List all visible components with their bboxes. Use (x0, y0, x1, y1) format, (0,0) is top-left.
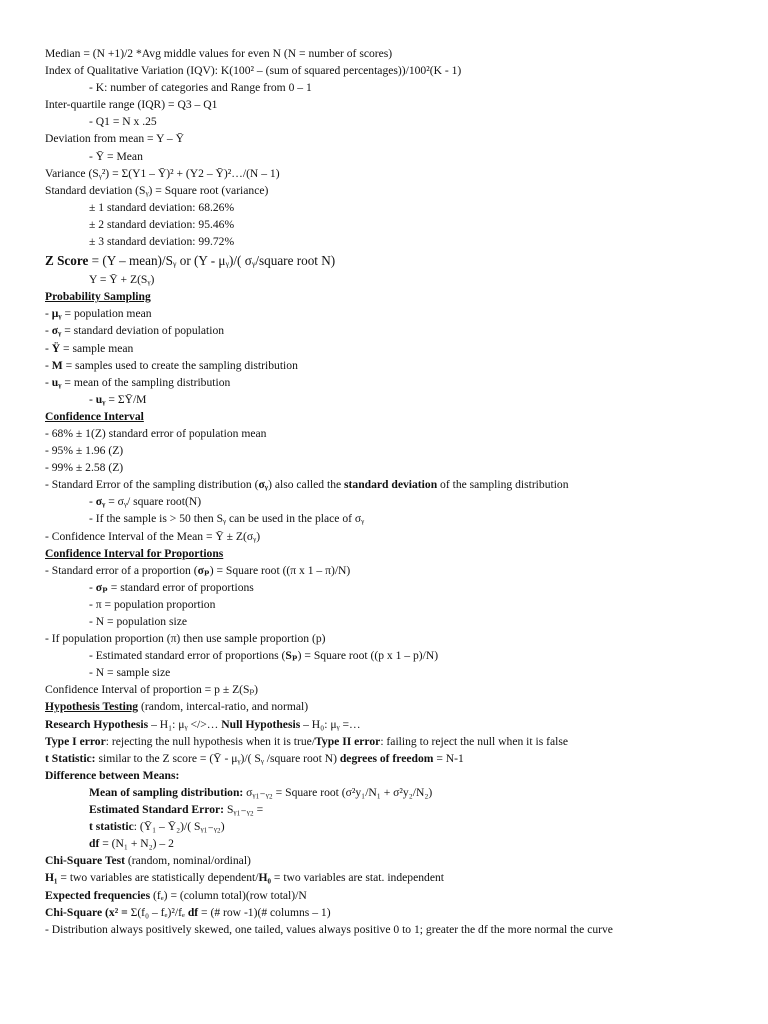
ps-text: = mean of the sampling distribution (61, 375, 231, 389)
deviation-line: Deviation from mean = Y – Ȳ (45, 132, 184, 146)
zscore-line2: Y = Ȳ + Z(Sᵧ) (89, 273, 155, 287)
chi-formula (45, 904, 745, 921)
ps-item-u: - uᵧ = mean of the sampling distribution (45, 375, 231, 389)
ci-standard-error (45, 476, 745, 493)
ci-text: = σᵧ/ square root(N) (105, 495, 202, 509)
ps-sym: uᵧ (51, 375, 62, 389)
cip-text: = standard error of proportions (107, 580, 254, 594)
cip-text: ) = Square root ((p x 1 – p)/N) (297, 649, 439, 663)
cip-sym: σₚ (197, 563, 210, 577)
zscore-label: Z Score (45, 253, 89, 269)
dm-text: σᵧ₁₋ᵧ₂ = Square root (σ²y₁/N₁ + σ²y₂/N₂) (243, 785, 433, 799)
type1-text: : rejecting the null hypothesis when it is true/ (105, 734, 316, 748)
confidence-interval-heading: Confidence Interval (45, 409, 144, 423)
chi-distribution: - Distribution always positively skewed, one tailed, values always positive 0 to 1; greater the df the more normal the curve (45, 922, 613, 936)
h0-text: = two variables are stat. independent (271, 871, 444, 885)
type1-label: Type I error (45, 734, 106, 748)
ci-68: - 68% ± 1(Z) standard error of population mean (45, 426, 267, 440)
sd1-line: ± 1 standard deviation: 68.26% (89, 200, 235, 214)
chi-hypotheses (45, 869, 745, 886)
chi-square-heading-line (45, 852, 745, 869)
dm-item (45, 818, 745, 835)
cip-if-note: - If population proportion (π) then use sample proportion (p) (45, 632, 326, 646)
dm-label: Estimated Standard Error: (89, 803, 225, 817)
ps-text: = ΣȲ/M (105, 392, 147, 406)
ps-sym: μᵧ (51, 307, 62, 321)
ci-99: - 99% ± 2.58 (Z) (45, 461, 124, 475)
median-line: Median = (N +1)/2 *Avg middle values for even N (N = number of scores) (45, 47, 393, 60)
chisq-label: Chi-Square (45, 905, 103, 919)
ps-text: = population mean (61, 307, 152, 321)
iqr-line: Inter-quartile range (IQR) = Q3 – Q1 (45, 98, 218, 112)
std-dev-line: Standard deviation (Sᵧ) = Square root (variance) (45, 183, 269, 197)
ci-text: - (89, 495, 96, 509)
hypothesis-heading: Hypothesis Testing (45, 700, 139, 714)
mean-note: - Ȳ = Mean (89, 149, 143, 163)
dm-text: : (Ȳ₁ – Ȳ₂)/( Sᵧ₁₋ᵧ₂) (133, 820, 225, 834)
chisq-text: Σ(f₀ – fₑ)²/fₑ (130, 905, 188, 919)
sd2-line: ± 2 standard deviation: 95.46% (89, 217, 235, 231)
cip-sym: σₚ (95, 580, 108, 594)
hypothesis-tail: (random, intercal-ratio, and normal) (138, 700, 309, 714)
expected-text: (fₑ) = (column total)(row total)/N (150, 888, 307, 902)
null-label: Null Hypothesis (221, 717, 301, 731)
tstat-label: t Statistic: (45, 751, 96, 765)
cip-text: ) = Square root ((π x 1 – π)/N) (209, 563, 351, 577)
h1-text: = two variables are statistically dependent/ (57, 871, 259, 885)
research-text: – H₁: μᵧ </>… (148, 717, 222, 731)
ps-item-mu: - μᵧ = population mean (45, 307, 152, 321)
ps-text: = standard deviation of population (61, 324, 225, 338)
dm-item (45, 801, 745, 818)
zscore-formula: = (Y – mean)/Sᵧ or (Y - μᵧ)/( σᵧ/square root N) (88, 253, 336, 269)
research-label: Research Hypothesis (45, 717, 149, 731)
cip-sample-size: - N = sample size (89, 666, 171, 680)
iqv-line: Index of Qualitative Variation (IQV): K(100² – (sum of squared percentages))/100²(K - 1) (45, 64, 462, 78)
ci-sample-note: - If the sample is > 50 then Sᵧ can be used in the place of σᵧ (89, 512, 365, 526)
hypothesis-heading-line (45, 698, 745, 715)
ps-sym: σᵧ (51, 324, 62, 338)
q1-note: - Q1 = N x .25 (89, 115, 157, 129)
ci-term: standard deviation (344, 478, 438, 492)
dm-label: df (89, 837, 100, 851)
dm-item (45, 835, 745, 852)
zscore-line (45, 250, 745, 271)
cip-ci: Confidence Interval of proportion = p ± Z(Sₚ) (45, 683, 258, 697)
type2-text: : failing to reject the null when it is false (380, 734, 569, 748)
ci-proportions-heading: Confidence Interval for Proportions (45, 546, 224, 560)
cip-text: - (89, 580, 96, 594)
type2-label: Type II error (315, 734, 381, 748)
probability-sampling-heading: Probability Sampling (45, 290, 151, 304)
cip-n-note: - N = population size (89, 615, 187, 628)
ps-item-ybar: - Ÿ = sample mean (45, 341, 134, 355)
cip-sym: Sₚ (285, 649, 298, 663)
ci-of-mean: - Confidence Interval of the Mean = Ȳ ± Z(σᵧ) (45, 529, 261, 543)
ps-item-u-formula: - uᵧ = ΣȲ/M (89, 392, 147, 406)
chisq-bold: (x² = (102, 905, 131, 919)
sd3-line: ± 3 standard deviation: 99.72% (89, 235, 235, 249)
ps-item-m: - M = samples used to create the sampling distribution (45, 358, 298, 372)
iqv-note: - K: number of categories and Range from 0 – 1 (89, 81, 312, 95)
hypothesis-errors (45, 733, 745, 750)
cip-sigma-note (45, 579, 745, 596)
chi-square-tail: (random, nominal/ordinal) (125, 854, 251, 868)
cip-text: - Standard error of a proportion ( (45, 563, 198, 577)
ci-sym: σᵧ (258, 478, 269, 492)
ci-sym: σᵧ (95, 495, 106, 509)
tstat-text: similar to the Z score = (Ȳ - μᵧ)/( Sᵧ /square root N) (95, 751, 340, 765)
cip-standard-error (45, 562, 745, 579)
chi-square-heading: Chi-Square Test (45, 854, 126, 868)
dm-text: Sᵧ₁₋ᵧ₂ = (224, 803, 264, 817)
ci-text: ) also called the (268, 478, 345, 492)
dof-text: = N-1 (433, 751, 464, 765)
expected-label: Expected frequencies (45, 888, 151, 902)
dof-label: degrees of freedom (339, 751, 434, 765)
ci-text: of the sampling distribution (437, 478, 569, 492)
ci-sigma-formula (45, 493, 745, 510)
document-page (45, 45, 745, 938)
cip-text: - Estimated standard error of proportions ( (89, 649, 286, 663)
null-text: – H₀: μᵧ =… (300, 717, 361, 731)
ci-text: - Standard Error of the sampling distribution ( (45, 478, 259, 492)
ps-sym: uᵧ (95, 392, 106, 406)
cip-pi-note: - π = population proportion (89, 597, 216, 611)
chi-expected (45, 887, 745, 904)
h1-label: H₁ (45, 871, 58, 885)
chisq-df-text: = (# row -1)(# columns – 1) (198, 905, 331, 919)
ps-item-sigma: - σᵧ = standard deviation of population (45, 324, 225, 338)
h0-label: H₀ (258, 871, 271, 885)
ps-text: = sample mean (60, 341, 134, 355)
dm-item (45, 784, 745, 801)
dm-text: = (N₁ + N₂) – 2 (99, 837, 174, 851)
ps-text: = samples used to create the sampling distribution (62, 358, 298, 372)
hypothesis-tstat (45, 750, 745, 767)
ps-sym: Ÿ (51, 341, 61, 355)
hypothesis-research-null (45, 716, 745, 733)
ps-sym: M (51, 358, 63, 372)
dm-label: t statistic (89, 820, 134, 834)
dm-label: Mean of sampling distribution: (89, 785, 244, 799)
diff-means-heading: Difference between Means: (45, 768, 180, 782)
ci-95: - 95% ± 1.96 (Z) (45, 444, 124, 458)
variance-line: Variance (Sᵧ²) = Σ(Y1 – Ȳ)² + (Y2 – Ȳ)²…/(N – 1) (45, 166, 280, 180)
cip-estimated (45, 647, 745, 664)
chisq-df-label: df (187, 905, 199, 919)
